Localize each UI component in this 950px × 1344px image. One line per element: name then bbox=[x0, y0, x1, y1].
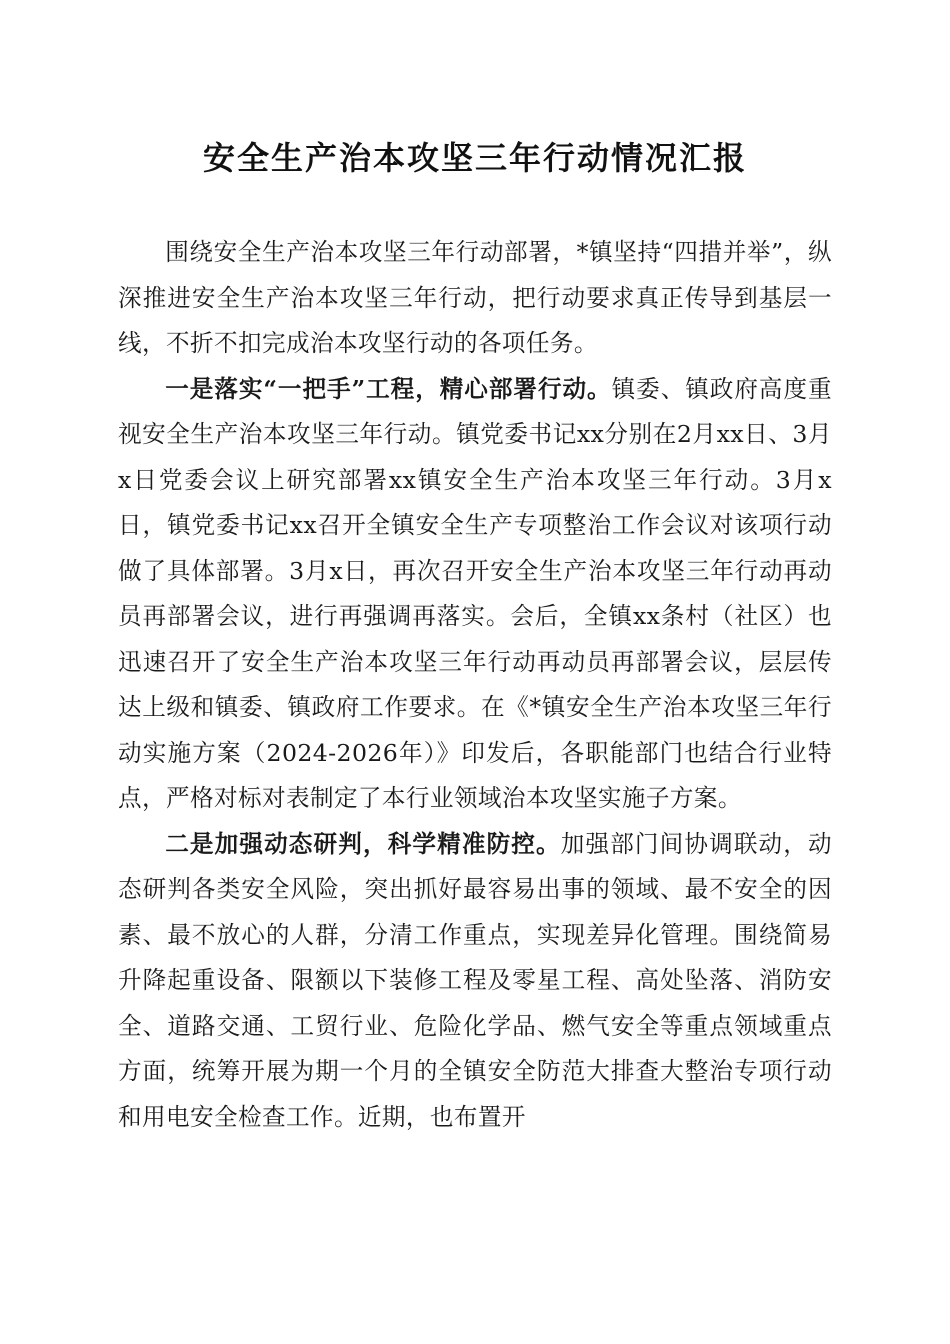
paragraph-lead: 二是加强动态研判，科学精准防控。 bbox=[165, 829, 561, 858]
paragraph-one bbox=[118, 367, 832, 822]
document-body bbox=[118, 230, 832, 1140]
paragraph-two bbox=[118, 822, 832, 1141]
paragraph-text: 镇委、镇政府高度重视安全生产治本攻坚三年行动。镇党委书记xx分别在2月xx日、3月x日党委会议上研究部署xx镇安全生产治本攻坚三年行动。3月x日，镇党委书记xx召开全镇安全生产专项整治工作会议对该项行动做了具体部署。3月x日，再次召开安全生产治本攻坚三年行动再动员再部署会议，进行再强调再落实。会后，全镇xx条村（社区）也迅速召开了安全生产治本攻坚三年行动再动员再部署会议，层层传达上级和镇委、镇政府工作要求。在《*镇安全生产治本攻坚三年行动实施方案（2024-2026年）》印发后，各职能部门也结合行业特点，严格对标对表制定了本行业领域治本攻坚实施子方案。 bbox=[118, 374, 832, 812]
paragraph-lead: 一是落实“一把手”工程，精心部署行动。 bbox=[165, 374, 612, 403]
paragraph-text: 围绕安全生产治本攻坚三年行动部署，*镇坚持“四措并举”，纵深推进安全生产治本攻坚三年行动，把行动要求真正传导到基层一线，不折不扣完成治本攻坚行动的各项任务。 bbox=[118, 238, 832, 357]
paragraph-text: 加强部门间协调联动，动态研判各类安全风险，突出抓好最容易出事的领域、最不安全的因素、最不放心的人群，分清工作重点，实现差异化管理。围绕简易升降起重设备、限额以下装修工程及零星工程、高处坠落、消防安全、道路交通、工贸行业、危险化学品、燃气安全等重点领域重点方面，统筹开展为期一个月的全镇安全防范大排查大整治专项行动和用电安全检查工作。近期，也布置开 bbox=[118, 829, 832, 1131]
paragraph-intro bbox=[118, 230, 832, 367]
document-title: 安全生产治本攻坚三年行动情况汇报 bbox=[202, 139, 747, 177]
